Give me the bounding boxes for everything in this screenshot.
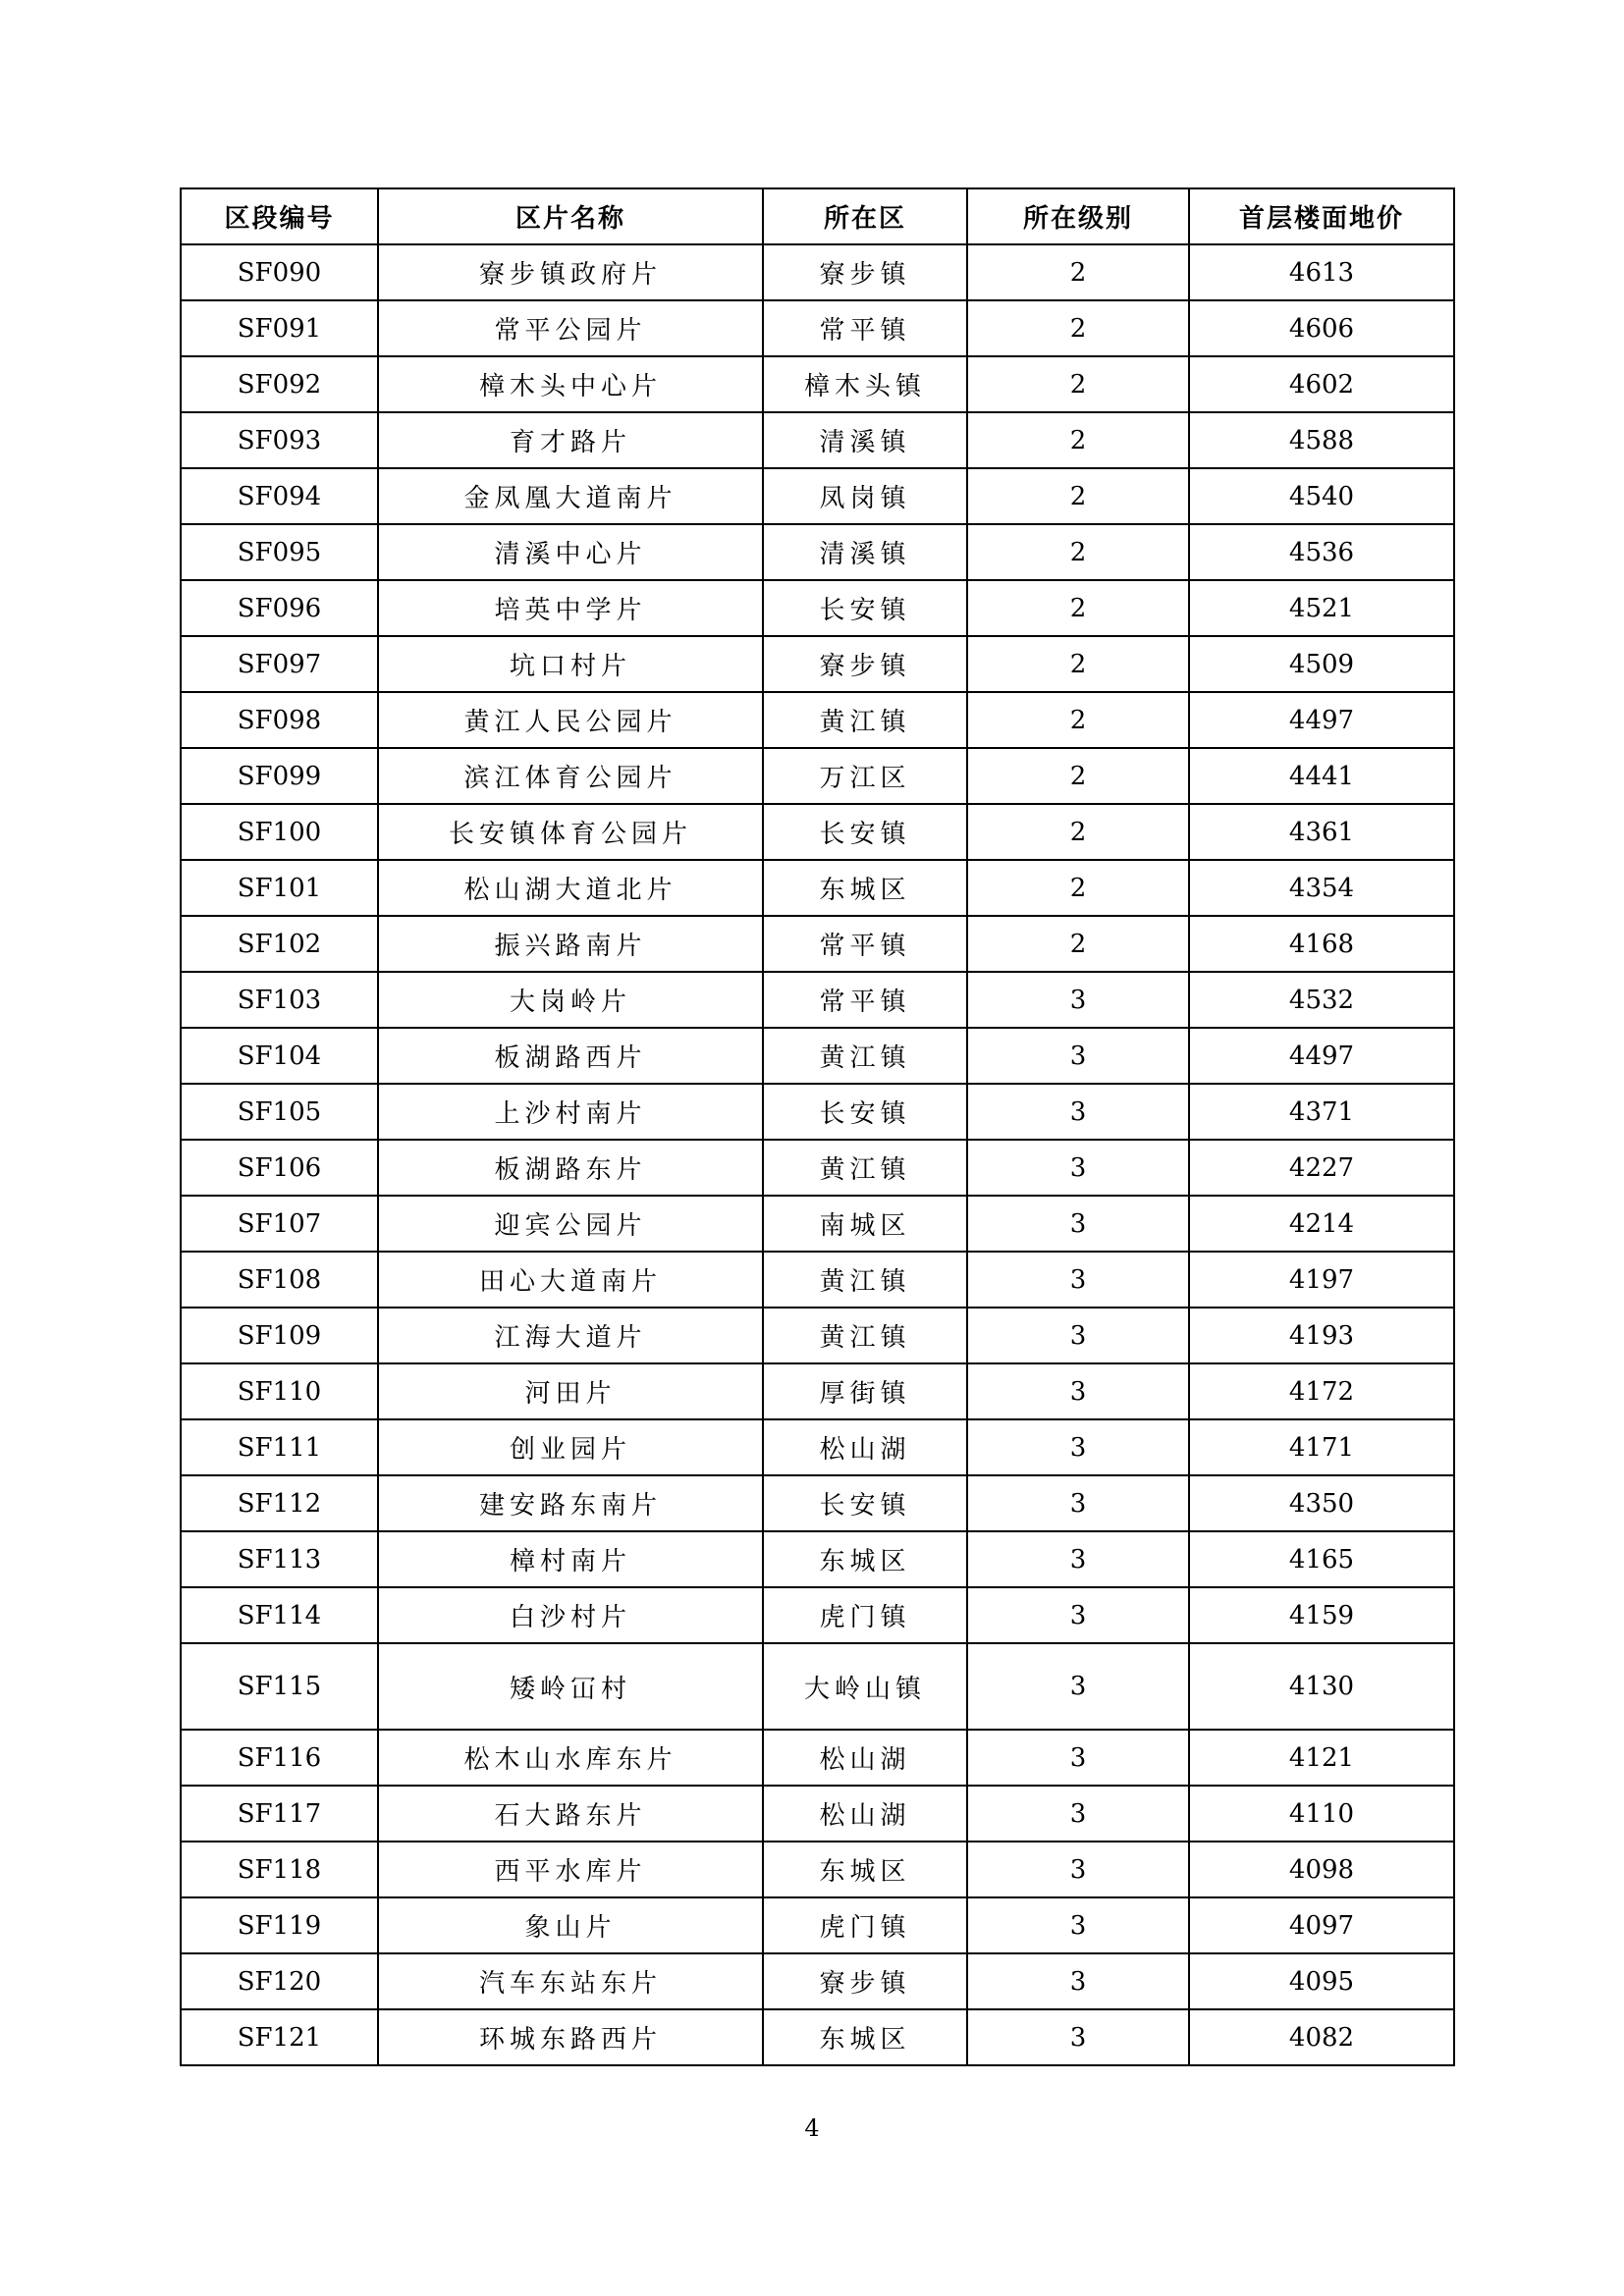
table-row xyxy=(181,636,1454,692)
cell-area-name: 白沙村片 xyxy=(378,1587,763,1643)
cell-level: 2 xyxy=(967,468,1189,524)
cell-section-code: SF115 xyxy=(181,1643,378,1730)
table-row xyxy=(181,804,1454,860)
cell-floor-price: 4354 xyxy=(1189,860,1454,916)
cell-section-code: SF101 xyxy=(181,860,378,916)
cell-level: 2 xyxy=(967,916,1189,972)
cell-area-name: 环城东路西片 xyxy=(378,2009,763,2065)
cell-section-code: SF091 xyxy=(181,300,378,356)
cell-district: 东城区 xyxy=(763,860,967,916)
cell-level: 2 xyxy=(967,860,1189,916)
header-row xyxy=(181,188,1454,244)
table-row xyxy=(181,1252,1454,1308)
cell-level: 3 xyxy=(967,2009,1189,2065)
cell-district: 清溪镇 xyxy=(763,412,967,468)
cell-floor-price: 4165 xyxy=(1189,1531,1454,1587)
cell-floor-price: 4130 xyxy=(1189,1643,1454,1730)
table-row xyxy=(181,244,1454,300)
cell-area-name: 大岗岭片 xyxy=(378,972,763,1028)
cell-area-name: 汽车东站东片 xyxy=(378,1953,763,2009)
cell-floor-price: 4171 xyxy=(1189,1419,1454,1475)
cell-section-code: SF106 xyxy=(181,1140,378,1196)
cell-floor-price: 4521 xyxy=(1189,580,1454,636)
table-row xyxy=(181,300,1454,356)
cell-floor-price: 4193 xyxy=(1189,1308,1454,1363)
page-number: 4 xyxy=(804,2114,820,2142)
cell-district: 黄江镇 xyxy=(763,1308,967,1363)
cell-section-code: SF119 xyxy=(181,1897,378,1953)
cell-level: 3 xyxy=(967,1730,1189,1786)
cell-area-name: 田心大道南片 xyxy=(378,1252,763,1308)
cell-area-name: 建安路东南片 xyxy=(378,1475,763,1531)
table-row xyxy=(181,916,1454,972)
cell-floor-price: 4536 xyxy=(1189,524,1454,580)
cell-floor-price: 4095 xyxy=(1189,1953,1454,2009)
cell-area-name: 寮步镇政府片 xyxy=(378,244,763,300)
cell-floor-price: 4509 xyxy=(1189,636,1454,692)
cell-section-code: SF110 xyxy=(181,1363,378,1419)
cell-area-name: 清溪中心片 xyxy=(378,524,763,580)
cell-area-name: 板湖路东片 xyxy=(378,1140,763,1196)
cell-floor-price: 4361 xyxy=(1189,804,1454,860)
cell-section-code: SF121 xyxy=(181,2009,378,2065)
cell-floor-price: 4540 xyxy=(1189,468,1454,524)
cell-area-name: 常平公园片 xyxy=(378,300,763,356)
cell-section-code: SF093 xyxy=(181,412,378,468)
table-row xyxy=(181,1953,1454,2009)
cell-district: 常平镇 xyxy=(763,916,967,972)
header-section-code: 区段编号 xyxy=(181,188,378,244)
cell-floor-price: 4082 xyxy=(1189,2009,1454,2065)
table-row xyxy=(181,468,1454,524)
table-header xyxy=(181,188,1454,244)
cell-section-code: SF117 xyxy=(181,1786,378,1842)
cell-floor-price: 4214 xyxy=(1189,1196,1454,1252)
cell-area-name: 坑口村片 xyxy=(378,636,763,692)
cell-area-name: 黄江人民公园片 xyxy=(378,692,763,748)
table-row xyxy=(181,524,1454,580)
cell-section-code: SF120 xyxy=(181,1953,378,2009)
cell-area-name: 松木山水库东片 xyxy=(378,1730,763,1786)
cell-floor-price: 4197 xyxy=(1189,1252,1454,1308)
cell-level: 2 xyxy=(967,244,1189,300)
table-row xyxy=(181,2009,1454,2065)
cell-floor-price: 4497 xyxy=(1189,692,1454,748)
cell-level: 3 xyxy=(967,1196,1189,1252)
header-level: 所在级别 xyxy=(967,188,1189,244)
cell-level: 2 xyxy=(967,804,1189,860)
cell-level: 3 xyxy=(967,1786,1189,1842)
cell-level: 3 xyxy=(967,1028,1189,1084)
cell-section-code: SF098 xyxy=(181,692,378,748)
table-row xyxy=(181,1084,1454,1140)
cell-floor-price: 4371 xyxy=(1189,1084,1454,1140)
table-row xyxy=(181,1730,1454,1786)
cell-district: 长安镇 xyxy=(763,580,967,636)
table-row xyxy=(181,356,1454,412)
cell-district: 松山湖 xyxy=(763,1419,967,1475)
cell-floor-price: 4588 xyxy=(1189,412,1454,468)
cell-section-code: SF095 xyxy=(181,524,378,580)
cell-level: 2 xyxy=(967,748,1189,804)
cell-level: 3 xyxy=(967,1419,1189,1475)
cell-district: 大岭山镇 xyxy=(763,1643,967,1730)
cell-floor-price: 4602 xyxy=(1189,356,1454,412)
cell-floor-price: 4350 xyxy=(1189,1475,1454,1531)
table-row xyxy=(181,1643,1454,1730)
cell-area-name: 松山湖大道北片 xyxy=(378,860,763,916)
cell-level: 3 xyxy=(967,1308,1189,1363)
cell-level: 3 xyxy=(967,1475,1189,1531)
cell-district: 厚街镇 xyxy=(763,1363,967,1419)
cell-level: 3 xyxy=(967,1953,1189,2009)
cell-district: 东城区 xyxy=(763,2009,967,2065)
cell-district: 长安镇 xyxy=(763,804,967,860)
cell-level: 2 xyxy=(967,300,1189,356)
cell-section-code: SF114 xyxy=(181,1587,378,1643)
table-row xyxy=(181,1786,1454,1842)
cell-section-code: SF103 xyxy=(181,972,378,1028)
header-area-name: 区片名称 xyxy=(378,188,763,244)
cell-section-code: SF112 xyxy=(181,1475,378,1531)
cell-section-code: SF118 xyxy=(181,1842,378,1897)
cell-district: 常平镇 xyxy=(763,300,967,356)
header-district: 所在区 xyxy=(763,188,967,244)
table-row xyxy=(181,1140,1454,1196)
cell-area-name: 长安镇体育公园片 xyxy=(378,804,763,860)
cell-level: 3 xyxy=(967,1842,1189,1897)
cell-level: 3 xyxy=(967,1531,1189,1587)
cell-area-name: 金凤凰大道南片 xyxy=(378,468,763,524)
cell-district: 寮步镇 xyxy=(763,244,967,300)
cell-district: 黄江镇 xyxy=(763,1028,967,1084)
cell-floor-price: 4227 xyxy=(1189,1140,1454,1196)
cell-level: 2 xyxy=(967,412,1189,468)
cell-area-name: 上沙村南片 xyxy=(378,1084,763,1140)
table-body xyxy=(181,244,1454,2065)
cell-level: 3 xyxy=(967,1643,1189,1730)
land-price-table xyxy=(180,187,1455,2066)
cell-section-code: SF100 xyxy=(181,804,378,860)
cell-section-code: SF108 xyxy=(181,1252,378,1308)
cell-district: 松山湖 xyxy=(763,1786,967,1842)
cell-district: 常平镇 xyxy=(763,972,967,1028)
cell-area-name: 西平水库片 xyxy=(378,1842,763,1897)
cell-district: 樟木头镇 xyxy=(763,356,967,412)
cell-area-name: 滨江体育公园片 xyxy=(378,748,763,804)
cell-section-code: SF097 xyxy=(181,636,378,692)
table-row xyxy=(181,860,1454,916)
table-row xyxy=(181,692,1454,748)
table-row xyxy=(181,412,1454,468)
cell-floor-price: 4172 xyxy=(1189,1363,1454,1419)
cell-area-name: 石大路东片 xyxy=(378,1786,763,1842)
cell-area-name: 振兴路南片 xyxy=(378,916,763,972)
cell-floor-price: 4098 xyxy=(1189,1842,1454,1897)
cell-district: 虎门镇 xyxy=(763,1897,967,1953)
cell-section-code: SF107 xyxy=(181,1196,378,1252)
cell-district: 寮步镇 xyxy=(763,1953,967,2009)
cell-level: 3 xyxy=(967,1897,1189,1953)
cell-district: 黄江镇 xyxy=(763,1140,967,1196)
header-floor-price: 首层楼面地价 xyxy=(1189,188,1454,244)
cell-district: 东城区 xyxy=(763,1531,967,1587)
cell-district: 东城区 xyxy=(763,1842,967,1897)
table-row xyxy=(181,1028,1454,1084)
cell-area-name: 培英中学片 xyxy=(378,580,763,636)
cell-section-code: SF090 xyxy=(181,244,378,300)
cell-level: 2 xyxy=(967,356,1189,412)
cell-area-name: 河田片 xyxy=(378,1363,763,1419)
cell-floor-price: 4497 xyxy=(1189,1028,1454,1084)
table-row xyxy=(181,748,1454,804)
cell-district: 黄江镇 xyxy=(763,1252,967,1308)
cell-level: 3 xyxy=(967,1140,1189,1196)
cell-section-code: SF099 xyxy=(181,748,378,804)
cell-section-code: SF113 xyxy=(181,1531,378,1587)
cell-area-name: 迎宾公园片 xyxy=(378,1196,763,1252)
cell-floor-price: 4159 xyxy=(1189,1587,1454,1643)
cell-section-code: SF116 xyxy=(181,1730,378,1786)
cell-area-name: 矮岭冚村 xyxy=(378,1643,763,1730)
cell-level: 2 xyxy=(967,636,1189,692)
cell-section-code: SF109 xyxy=(181,1308,378,1363)
cell-area-name: 樟木头中心片 xyxy=(378,356,763,412)
cell-floor-price: 4168 xyxy=(1189,916,1454,972)
cell-section-code: SF096 xyxy=(181,580,378,636)
cell-floor-price: 4532 xyxy=(1189,972,1454,1028)
cell-floor-price: 4097 xyxy=(1189,1897,1454,1953)
table-row xyxy=(181,580,1454,636)
cell-level: 3 xyxy=(967,1587,1189,1643)
cell-section-code: SF111 xyxy=(181,1419,378,1475)
table-row xyxy=(181,1196,1454,1252)
table-row xyxy=(181,972,1454,1028)
cell-area-name: 樟村南片 xyxy=(378,1531,763,1587)
cell-floor-price: 4121 xyxy=(1189,1730,1454,1786)
cell-area-name: 育才路片 xyxy=(378,412,763,468)
cell-level: 3 xyxy=(967,1084,1189,1140)
cell-section-code: SF102 xyxy=(181,916,378,972)
cell-section-code: SF094 xyxy=(181,468,378,524)
cell-level: 2 xyxy=(967,524,1189,580)
cell-level: 3 xyxy=(967,1363,1189,1419)
cell-district: 凤岗镇 xyxy=(763,468,967,524)
cell-floor-price: 4606 xyxy=(1189,300,1454,356)
cell-floor-price: 4110 xyxy=(1189,1786,1454,1842)
cell-district: 长安镇 xyxy=(763,1475,967,1531)
cell-district: 长安镇 xyxy=(763,1084,967,1140)
cell-area-name: 象山片 xyxy=(378,1897,763,1953)
cell-district: 虎门镇 xyxy=(763,1587,967,1643)
cell-area-name: 创业园片 xyxy=(378,1419,763,1475)
cell-floor-price: 4613 xyxy=(1189,244,1454,300)
cell-floor-price: 4441 xyxy=(1189,748,1454,804)
cell-area-name: 江海大道片 xyxy=(378,1308,763,1363)
cell-district: 黄江镇 xyxy=(763,692,967,748)
cell-section-code: SF105 xyxy=(181,1084,378,1140)
table-row xyxy=(181,1475,1454,1531)
table-row xyxy=(181,1531,1454,1587)
cell-level: 3 xyxy=(967,1252,1189,1308)
cell-level: 2 xyxy=(967,580,1189,636)
table-row xyxy=(181,1842,1454,1897)
cell-district: 万江区 xyxy=(763,748,967,804)
cell-district: 南城区 xyxy=(763,1196,967,1252)
cell-district: 清溪镇 xyxy=(763,524,967,580)
cell-area-name: 板湖路西片 xyxy=(378,1028,763,1084)
cell-section-code: SF104 xyxy=(181,1028,378,1084)
cell-level: 3 xyxy=(967,972,1189,1028)
cell-district: 寮步镇 xyxy=(763,636,967,692)
cell-level: 2 xyxy=(967,692,1189,748)
table-row xyxy=(181,1897,1454,1953)
cell-district: 松山湖 xyxy=(763,1730,967,1786)
table-row xyxy=(181,1587,1454,1643)
table-row xyxy=(181,1308,1454,1363)
cell-section-code: SF092 xyxy=(181,356,378,412)
table-row xyxy=(181,1419,1454,1475)
table-row xyxy=(181,1363,1454,1419)
